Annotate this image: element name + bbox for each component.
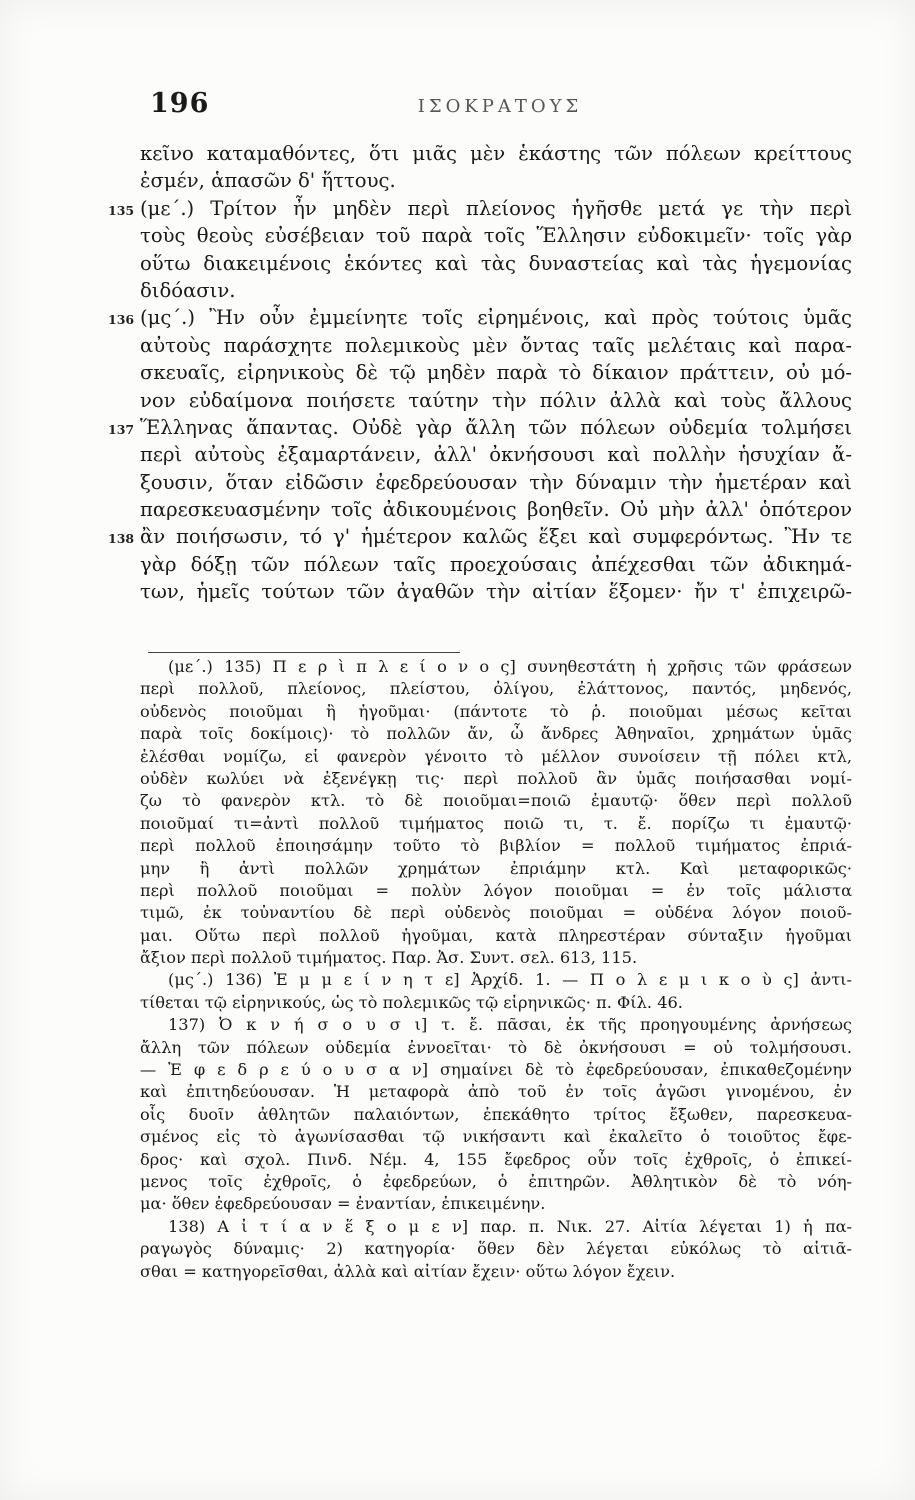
text-line xyxy=(140,551,852,578)
line-text: νον εὐδαίμονα ποιήσετε ταύτην τὴν πόλιν ἀλλὰ καὶ τοὺς ἄλλους xyxy=(140,388,852,412)
section-number: 136 xyxy=(108,312,135,328)
note-line: περὶ πολλοῦ, πλείονος, πλείστου, ὀλίγου, ἐλάττονος, παντός, μηδενός, xyxy=(140,679,852,699)
note-line: οἷς δυοῖν ἀθλητῶν παλαιόντων, ἐπεκάθητο τρίτος ἔξωθεν, παρεσκευα- xyxy=(140,1104,852,1124)
note-line: — Ἐ φ ε δ ρ ε ύ ο υ σ α ν] σημαίνει δὲ τὸ ἐφεδρεύουσαν, ἐπικαθεζομένην xyxy=(140,1060,852,1080)
text-line xyxy=(140,578,852,605)
text-line xyxy=(140,469,852,496)
note-line: τιμῶ, ἐκ τοὐναντίου δὲ περὶ οὐδενὸς ποιοῦμαι = οὐδένα λόγον ποιοῦ- xyxy=(140,903,852,923)
line-text: διδόασιν. xyxy=(140,278,236,302)
note-line: οὐδενὸς ποιοῦμαι ἢ ἡγοῦμαι· (πάντοτε τὸ ῥ. ποιοῦμαι μέσως κεῖται xyxy=(140,701,852,721)
section-number: 138 xyxy=(108,531,135,547)
line-text: των, ἡμεῖς τούτων τῶν ἀγαθῶν τὴν αἰτίαν ἕξομεν· ἤν τ' ἐπιχειρῶ- xyxy=(140,580,852,604)
text-line xyxy=(140,441,852,468)
line-text: αὐτοὺς παράσχητε πολεμικοὺς μὲν ὄντας ταῖς μελέταις καὶ παρα- xyxy=(140,333,852,357)
note-line: οὐδὲν κωλύει νὰ ἐξενέγκῃ τις· περὶ πολλοῦ ἂν ὑμᾶς ποιήσασθαι νομί- xyxy=(140,768,852,788)
line-text: ἂν ποιήσωσιν, τό γ' ἡμέτερον καλῶς ἕξει καὶ συμφερόντως. Ἢν τε xyxy=(140,525,852,549)
page-header xyxy=(150,88,850,128)
page-number: 196 xyxy=(150,88,210,119)
note-line: ἄλλη τῶν πόλεων οὐδεμία ἐννοεῖται· τὸ δὲ ὀκνήσουσι = οὐ τολμήσουσι. xyxy=(140,1037,852,1057)
note-line: σθαι = κατηγορεῖσθαι, ἀλλὰ καὶ αἰτίαν ἔχειν· οὕτω λόγον ἔχειν. xyxy=(140,1261,676,1281)
note-line: περὶ πολλοῦ ποιοῦμαι = πολὺν λόγον ποιοῦμαι = ἐν τοῖς μάλιστα xyxy=(140,880,852,900)
line-text: οὕτω διακειμένοις ἑκόντες καὶ τὰς δυναστείας καὶ τὰς ἡγεμονίας xyxy=(140,251,852,275)
line-text: ἐσμέν, ἁπασῶν δ' ἥττους. xyxy=(140,169,396,193)
line-text: γὰρ δόξῃ τῶν πόλεων ταῖς προεχούσαις ἀπέχεσθαι τῶν ἀδικημά- xyxy=(140,552,852,576)
footnote-rule xyxy=(148,652,460,653)
note-line: ἄξιον περὶ πολλοῦ τιμήματος. Παρ. Ἀσ. Συντ. σελ. 613, 115. xyxy=(140,948,638,968)
note-line: 137) Ὀ κ ν ή σ ο υ σ ι] τ. ἔ. πᾶσαι, ἐκ τῆς προηγουμένης ἀρνήσεως xyxy=(168,1015,852,1035)
text-line xyxy=(140,496,852,523)
note-line: (με΄.) 135) Π ε ρ ὶ π λ ε ί ο ν ο ς] συνηθεστάτη ἡ χρῆσις τῶν φράσεων xyxy=(168,657,852,676)
text-line xyxy=(140,222,852,249)
text-line xyxy=(108,414,852,441)
section-number: 135 xyxy=(108,202,135,218)
line-text: παρεσκευασμένην τοῖς ἀδικουμένοις βοηθεῖν. Οὐ μὴν ἀλλ' ὁπότερον xyxy=(140,498,852,522)
text-line xyxy=(140,140,852,167)
line-text: (μς΄.) Ἢν οὖν ἐμμείνητε τοῖς εἰρημένοις, καὶ πρὸς τούτοις ὑμᾶς xyxy=(140,306,852,330)
text-line xyxy=(140,387,852,414)
line-text: (με΄.) Τρίτον ἦν μηδὲν περὶ πλείονος ἡγῆσθε μετά γε τὴν περὶ xyxy=(140,196,852,220)
note-line: μα· ὅθεν ἐφεδρεύουσαν = ἐναντίαν, ἐπικειμένην. xyxy=(140,1194,546,1214)
note-line: ποιοῦμαί τι=ἀντὶ πολλοῦ τιμήματος ποιῶ τι, τ. ἔ. πορίζω τι ἐμαυτῷ· xyxy=(140,813,852,833)
text-line xyxy=(108,523,852,550)
commentary-notes xyxy=(140,656,852,1283)
line-text: Ἕλληνας ἅπαντας. Οὐδὲ γὰρ ἄλλη τῶν πόλεων οὐδεμία τολμήσει xyxy=(140,415,852,439)
text-line xyxy=(140,359,852,386)
line-text: σκευαῖς, εἰρηνικοὺς δὲ τῷ μηδὲν παρὰ τὸ δίκαιον πράττειν, οὐ μό- xyxy=(140,361,852,385)
note-line: 138) Α ἰ τ ί α ν ἕ ξ ο μ ε ν] παρ. π. Νικ. 27. Αἰτία λέγεται 1) ἡ πα- xyxy=(168,1216,852,1236)
note-line: (μς΄.) 136) Ἐ μ μ ε ί ν η τ ε] Ἀρχίδ. 1. — Π ο λ ε μ ι κ ο ὺ ς] ἀντι- xyxy=(168,970,852,990)
text-line xyxy=(108,195,852,222)
note-line: ραγωγὸς δύναμις· 2) κατηγορία· ὅθεν δὲν λέγεται εὐκόλως τὸ αἰτιᾶ- xyxy=(140,1239,852,1259)
line-text: περὶ αὐτοὺς ἐξαμαρτάνειν, ἀλλ' ὀκνήσουσι καὶ πολλὴν ἡσυχίαν ἄ- xyxy=(140,443,852,467)
text-line xyxy=(140,332,852,359)
text-line xyxy=(140,167,852,194)
line-text: ξουσιν, ὅταν εἰδῶσιν ἐφεδρεύουσαν τὴν δύναμιν τὴν ἡμετέραν καὶ xyxy=(140,470,852,494)
text-line xyxy=(140,250,852,277)
line-text: κεῖνο καταμαθόντες, ὅτι μιᾶς μὲν ἑκάστης τῶν πόλεων κρείττους xyxy=(140,142,852,165)
note-line: ζω τὸ φανερὸν κτλ. τὸ δὲ ποιοῦμαι=ποιῶ ἐμαυτῷ· ὅθεν περὶ πολλοῦ xyxy=(140,791,852,811)
text-line xyxy=(108,304,852,331)
section-number: 137 xyxy=(108,421,135,437)
note-line: τίθεται τῷ εἰρηνικούς, ὡς τὸ πολεμικῶς τῷ εἰρηνικῶς· π. Φίλ. 46. xyxy=(140,992,683,1012)
note-line: παρὰ τοῖς δοκίμοις)· τὸ πολλῶν ἄν, ὦ ἄνδρες Ἀθηναῖοι, χρημάτων ὑμᾶς xyxy=(140,724,852,744)
line-text: τοὺς θεοὺς εὐσέβειαν τοῦ παρὰ τοῖς Ἕλλησιν εὐδοκιμεῖν· τοῖς γὰρ xyxy=(140,224,852,248)
note-line: σμένος εἰς τὸ ἀγωνίσασθαι τῷ νικήσαντι καὶ ἐκαλεῖτο ὁ τοιοῦτος ἔφε- xyxy=(140,1127,852,1147)
note-line: δρος· καὶ σχολ. Πινδ. Νέμ. 4, 155 ἔφεδρος οὖν τοῖς ἐχθροῖς, ὁ ἐπικεί- xyxy=(140,1149,852,1169)
note-line: μαι. Οὕτω περὶ πολλοῦ ἡγοῦμαι, κατὰ πληρεστέραν σύνταξιν ἡγοῦμαι xyxy=(140,925,852,945)
main-text-block xyxy=(108,140,852,606)
note-line: καὶ ἐπιτηδεύουσαν. Ἡ μεταφορὰ ἀπὸ τοῦ ἐν τοῖς ἀγῶσι γινομένου, ἐν xyxy=(140,1082,852,1102)
running-head: ΙΣΟΚΡΑΤΟΥΣ xyxy=(417,96,583,117)
note-line: περὶ πολλοῦ ἐποιησάμην τοῦτο τὸ βιβλίον = πολλοῦ τιμήματος ἐπριά- xyxy=(140,836,852,856)
note-line: μενος τοῖς ἐχθροῖς, ὁ ἐφεδρεύων, ὁ ἐπιτηρῶν. Ἀθλητικὸν δὲ τὸ νόη- xyxy=(140,1171,852,1191)
note-line: μην ἢ ἀντὶ πολλῶν χρημάτων ἐπριάμην κτλ. Καὶ μεταφορικῶς· xyxy=(140,858,852,878)
note-line: ἐλέσθαι νομίζω, εἰ φανερὸν γένοιτο τὸ μέλλον συνοίσειν τῇ πόλει κτλ, xyxy=(140,746,852,766)
text-line xyxy=(140,277,852,304)
